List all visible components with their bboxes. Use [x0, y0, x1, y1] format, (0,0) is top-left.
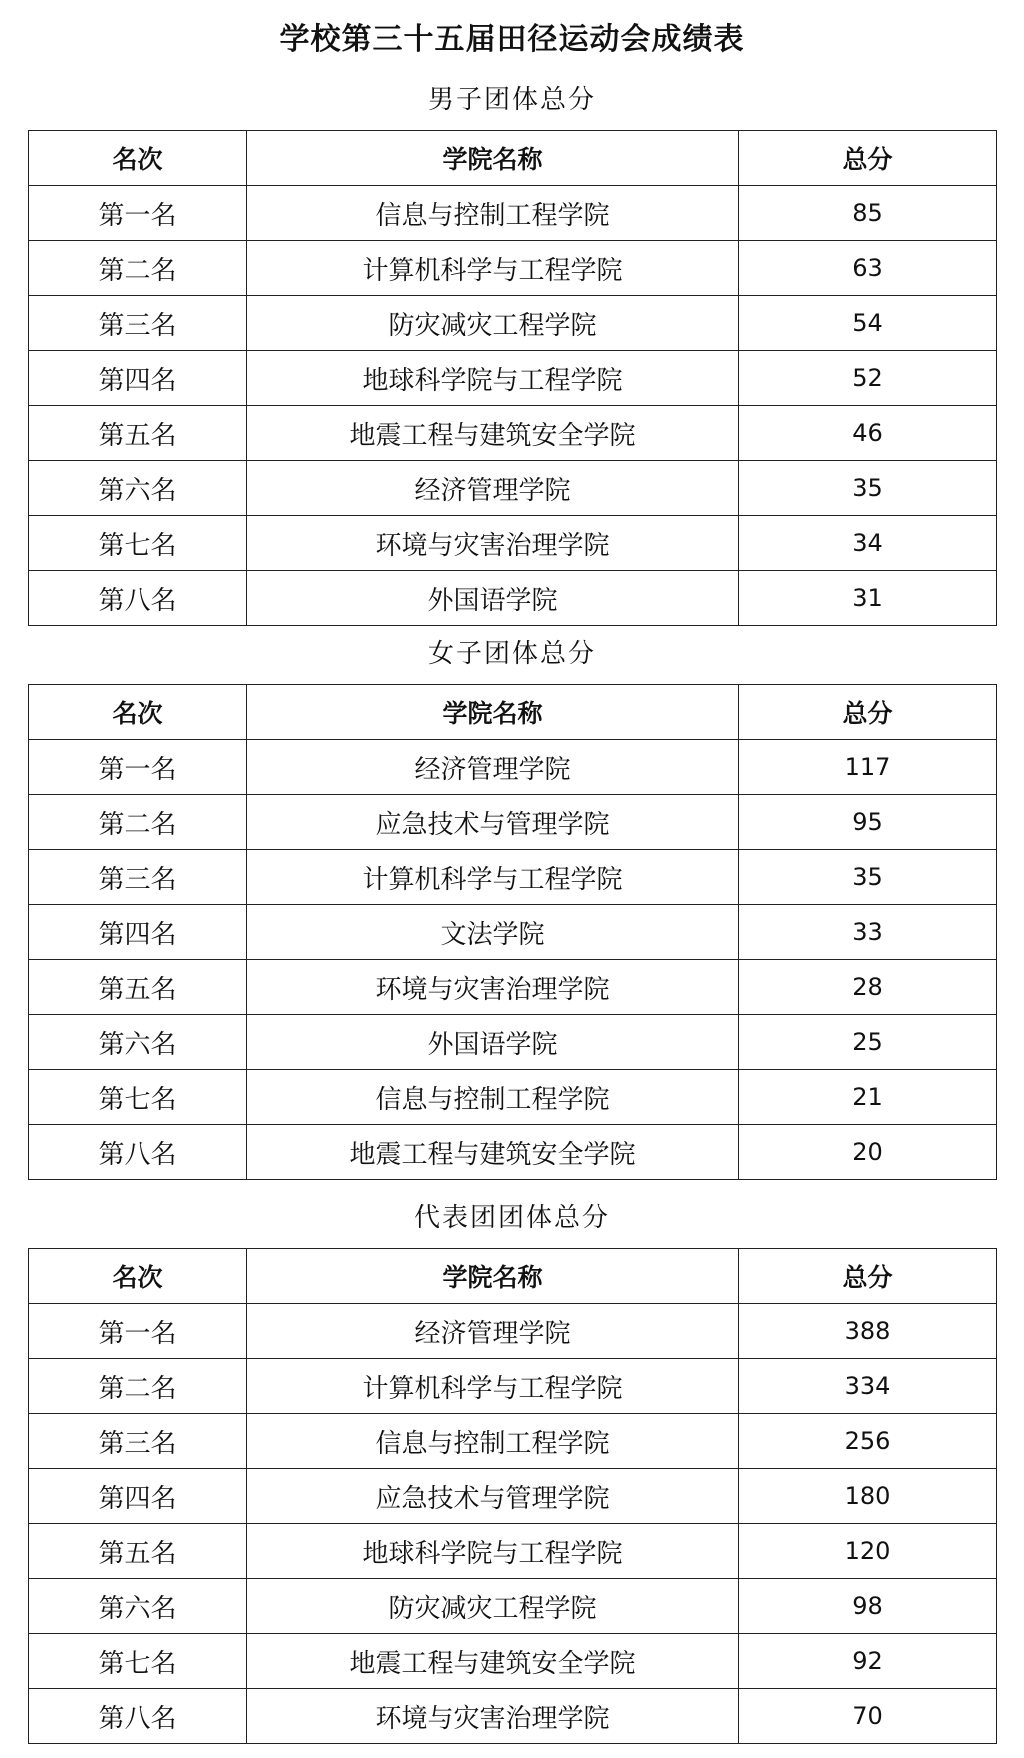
header-college: 学院名称	[247, 131, 739, 186]
score-cell: 117	[739, 740, 997, 795]
table-row	[29, 1125, 997, 1180]
college-cell: 环境与灾害治理学院	[247, 516, 739, 571]
table-row	[29, 905, 997, 960]
rank-cell: 第二名	[29, 795, 247, 850]
score-cell: 92	[739, 1634, 997, 1689]
score-cell: 20	[739, 1125, 997, 1180]
rank-cell: 第六名	[29, 461, 247, 516]
college-cell: 信息与控制工程学院	[247, 1414, 739, 1469]
men-team-table	[28, 130, 997, 626]
score-cell: 70	[739, 1689, 997, 1744]
table-row	[29, 1469, 997, 1524]
header-college: 学院名称	[247, 1249, 739, 1304]
score-cell: 46	[739, 406, 997, 461]
score-cell: 54	[739, 296, 997, 351]
college-cell: 环境与灾害治理学院	[247, 1689, 739, 1744]
rank-cell: 第七名	[29, 1070, 247, 1125]
header-rank: 名次	[29, 131, 247, 186]
score-cell: 25	[739, 1015, 997, 1070]
header-score: 总分	[739, 685, 997, 740]
score-cell: 120	[739, 1524, 997, 1579]
section-title-women: 女子团体总分	[427, 639, 596, 669]
table-row	[29, 296, 997, 351]
rank-cell: 第七名	[29, 516, 247, 571]
college-cell: 地震工程与建筑安全学院	[247, 1634, 739, 1689]
table-row	[29, 795, 997, 850]
score-cell: 85	[739, 186, 997, 241]
table-header-row	[29, 685, 997, 740]
college-cell: 外国语学院	[247, 571, 739, 626]
college-cell: 经济管理学院	[247, 461, 739, 516]
rank-cell: 第四名	[29, 905, 247, 960]
college-cell: 信息与控制工程学院	[247, 1070, 739, 1125]
table-row	[29, 516, 997, 571]
rank-cell: 第一名	[29, 740, 247, 795]
table-row	[29, 1070, 997, 1125]
score-cell: 388	[739, 1304, 997, 1359]
table-row	[29, 1304, 997, 1359]
table-row	[29, 461, 997, 516]
table-row	[29, 1359, 997, 1414]
table-row	[29, 1015, 997, 1070]
college-cell: 应急技术与管理学院	[247, 1469, 739, 1524]
college-cell: 环境与灾害治理学院	[247, 960, 739, 1015]
college-cell: 经济管理学院	[247, 1304, 739, 1359]
score-cell: 28	[739, 960, 997, 1015]
college-cell: 外国语学院	[247, 1015, 739, 1070]
table-header-row	[29, 1249, 997, 1304]
college-cell: 地球科学院与工程学院	[247, 351, 739, 406]
college-cell: 防灾减灾工程学院	[247, 1579, 739, 1634]
rank-cell: 第二名	[29, 1359, 247, 1414]
score-cell: 35	[739, 461, 997, 516]
college-cell: 计算机科学与工程学院	[247, 241, 739, 296]
table-row	[29, 1634, 997, 1689]
header-college: 学院名称	[247, 685, 739, 740]
score-cell: 180	[739, 1469, 997, 1524]
score-cell: 52	[739, 351, 997, 406]
rank-cell: 第五名	[29, 406, 247, 461]
table-row	[29, 1524, 997, 1579]
college-cell: 经济管理学院	[247, 740, 739, 795]
header-score: 总分	[739, 131, 997, 186]
table-row	[29, 740, 997, 795]
header-rank: 名次	[29, 685, 247, 740]
score-cell: 95	[739, 795, 997, 850]
score-cell: 63	[739, 241, 997, 296]
table-row	[29, 571, 997, 626]
rank-cell: 第四名	[29, 351, 247, 406]
table-row	[29, 351, 997, 406]
rank-cell: 第八名	[29, 571, 247, 626]
table-row	[29, 850, 997, 905]
rank-cell: 第六名	[29, 1579, 247, 1634]
header-score: 总分	[739, 1249, 997, 1304]
rank-cell: 第三名	[29, 1414, 247, 1469]
table-row	[29, 1689, 997, 1744]
rank-cell: 第四名	[29, 1469, 247, 1524]
table-row	[29, 406, 997, 461]
document-title: 学校第三十五届田径运动会成绩表	[279, 22, 745, 57]
table-row	[29, 1579, 997, 1634]
college-cell: 地球科学院与工程学院	[247, 1524, 739, 1579]
rank-cell: 第六名	[29, 1015, 247, 1070]
table-row	[29, 186, 997, 241]
score-cell: 334	[739, 1359, 997, 1414]
rank-cell: 第八名	[29, 1689, 247, 1744]
section-title-delegation: 代表团团体总分	[413, 1203, 610, 1233]
college-cell: 计算机科学与工程学院	[247, 1359, 739, 1414]
college-cell: 计算机科学与工程学院	[247, 850, 739, 905]
college-cell: 地震工程与建筑安全学院	[247, 1125, 739, 1180]
rank-cell: 第五名	[29, 1524, 247, 1579]
rank-cell: 第三名	[29, 296, 247, 351]
header-rank: 名次	[29, 1249, 247, 1304]
table-row	[29, 1414, 997, 1469]
rank-cell: 第二名	[29, 241, 247, 296]
rank-cell: 第八名	[29, 1125, 247, 1180]
score-cell: 256	[739, 1414, 997, 1469]
table-header-row	[29, 131, 997, 186]
women-team-table	[28, 684, 997, 1180]
score-cell: 98	[739, 1579, 997, 1634]
rank-cell: 第一名	[29, 1304, 247, 1359]
score-cell: 31	[739, 571, 997, 626]
score-cell: 33	[739, 905, 997, 960]
college-cell: 信息与控制工程学院	[247, 186, 739, 241]
table-row	[29, 960, 997, 1015]
score-cell: 21	[739, 1070, 997, 1125]
rank-cell: 第七名	[29, 1634, 247, 1689]
rank-cell: 第一名	[29, 186, 247, 241]
table-row	[29, 241, 997, 296]
rank-cell: 第三名	[29, 850, 247, 905]
college-cell: 防灾减灾工程学院	[247, 296, 739, 351]
college-cell: 文法学院	[247, 905, 739, 960]
score-cell: 35	[739, 850, 997, 905]
college-cell: 地震工程与建筑安全学院	[247, 406, 739, 461]
delegation-team-table	[28, 1248, 997, 1744]
rank-cell: 第五名	[29, 960, 247, 1015]
section-title-men: 男子团体总分	[427, 85, 596, 115]
score-cell: 34	[739, 516, 997, 571]
college-cell: 应急技术与管理学院	[247, 795, 739, 850]
